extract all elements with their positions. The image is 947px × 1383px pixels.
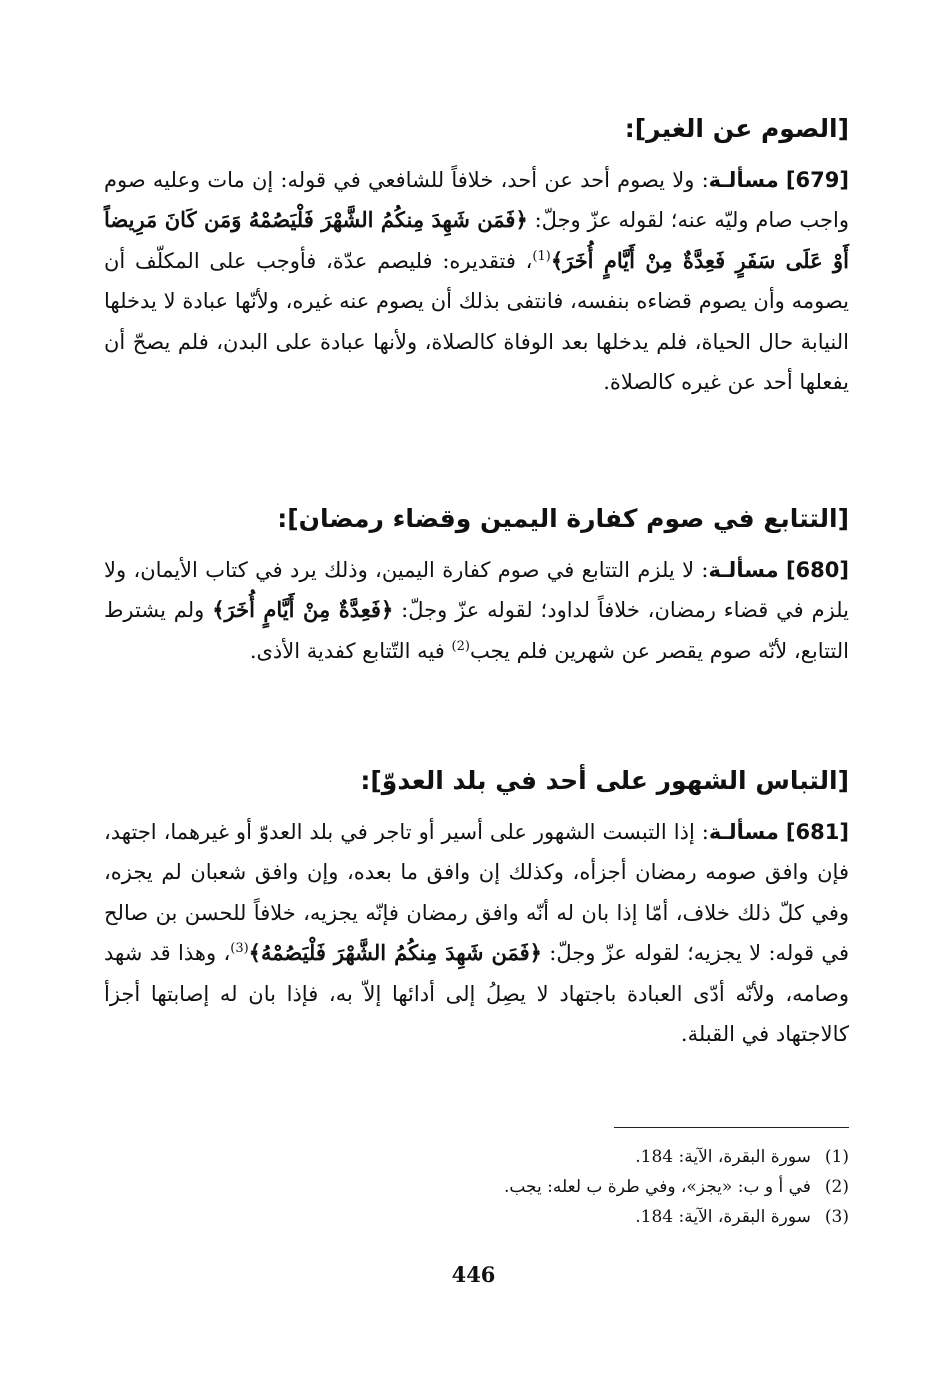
- footnote-ref: (1): [532, 248, 551, 264]
- paragraph-text: فيه التّتابع كفدية الأذى.: [249, 638, 452, 663]
- footnote-text: سورة البقرة، الآية: 184.: [635, 1207, 811, 1227]
- issue-keyword: مسألـة: [708, 820, 779, 844]
- quran-verse: ﴿فَمَن شَهِدَ مِنكُمُ الشَّهْرَ فَلْيَصُمْهُ﴾: [248, 940, 542, 966]
- paragraph-680: [104, 550, 849, 671]
- paragraph-681: [104, 812, 849, 1054]
- issue-number: [679]: [785, 168, 849, 192]
- footnote-number: (1): [824, 1147, 849, 1167]
- page-number: 446: [451, 1262, 496, 1287]
- footnote-divider: [614, 1127, 849, 1128]
- footnote-text: سورة البقرة، الآية: 184.: [635, 1147, 811, 1167]
- quran-verse: ﴿فَمَن شَهِدَ مِنكُمُ الشَّهْرَ فَلْيَصُمْهُ وَمَن كَانَ مَرِيضاً أَوْ عَلَى سَفَرٍ فَعِدَّةٌ مِنْ أَيَّامٍ أُخَرَ﴾: [104, 207, 850, 273]
- paragraph-text: ، وهذا قد شهد وصامه، ولأنّه أدّى العبادة باجتهاد لا يصِلُ إلى أدائها إلاّ به، فإذا بان له إصابتها أجزأ كالاجتهاد في القبلة.: [104, 941, 849, 1047]
- issue-number: [680]: [785, 558, 849, 582]
- footnote-number: (2): [824, 1177, 849, 1197]
- issue-number: [681]: [785, 820, 849, 844]
- footnote-number: (3): [824, 1207, 849, 1227]
- paragraph-text: ، فتقديره: فليصم عدّة، فأوجب على المكلّف أن يصومه وأن يصوم قضاءه بنفسه، فانتفى بذلك أن يصوم عنه غيره، ولأنّها عبادة لا يدخلها النيابة حال الحياة، فلم يدخلها بعد الوفاة كالصلاة، ولأنها عبادة على البدن، فلم يصحّ أن يفعلها أحد عن غيره كالصلاة.: [104, 248, 849, 395]
- issue-keyword: مسألـة: [708, 558, 779, 582]
- paragraph-text: : إذا التبست الشهور على أسير أو تاجر في بلد العدوّ أو غيرهما، اجتهد، فإن وافق صومه رمضان أجزأه، وكذلك إن وافق ما بعده، وإن وافق شعبان لم يجزه، وفي كلّ ذلك خلاف، أمّا إذا بان له أنّه وافق رمضان فإنّه يجزيه، خلافاً للحسن بن صالح في قوله: لا يجزيه؛ لقوله عزّ وجلّ:: [104, 820, 849, 966]
- footnote-text: في أ و ب: «يجز»، وفي طرة ب لعله: يجب.: [503, 1177, 811, 1197]
- footnote-ref: (3): [230, 941, 249, 957]
- paragraph-679: [104, 160, 849, 402]
- section-heading-679: [الصوم عن الغير]:: [624, 114, 849, 143]
- footnote-ref: (2): [451, 638, 470, 654]
- quran-verse: ﴿فَعِدَّةٌ مِنْ أَيَّامٍ أُخَرَ﴾: [212, 597, 394, 623]
- issue-keyword: مسألـة: [708, 168, 779, 192]
- footnote-item: [104, 1172, 849, 1202]
- footnote-item: [104, 1202, 849, 1232]
- footnote-item: [104, 1142, 849, 1172]
- footnotes: [104, 1142, 849, 1232]
- section-heading-680: [التتابع في صوم كفارة اليمين وقضاء رمضان]:: [277, 504, 849, 533]
- paragraph-text: : ولا يصوم أحد عن أحد، خلافاً للشافعي في قوله: إن مات وعليه صوم واجب صام وليّه عنه؛ لقوله عزّ وجلّ:: [104, 168, 849, 233]
- section-heading-681: [التباس الشهور على أحد في بلد العدوّ]:: [360, 766, 849, 795]
- paragraph-text: : لا يلزم التتابع في صوم كفارة اليمين، وذلك يرد في كتاب الأيمان، ولا يلزم في قضاء رمضان، خلافاً لداود؛ لقوله عزّ وجلّ:: [104, 558, 849, 623]
- paragraph-text: ولم يشترط التتابع، لأنّه صوم يقصر عن شهرين فلم يجب: [104, 598, 849, 663]
